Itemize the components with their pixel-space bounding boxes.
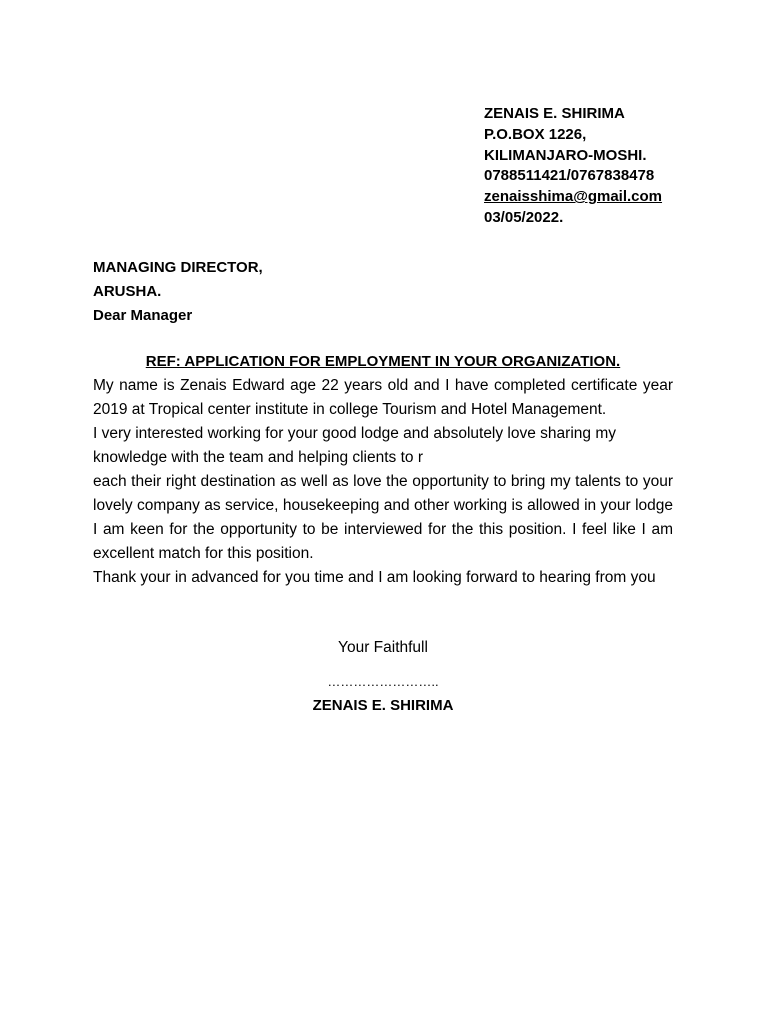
signature-line: …………………….. <box>327 674 439 689</box>
body-paragraph-talents: each their right destination as well as love the opportunity to bring my talents to your lovely company as service, housekeeping and other working is allowed in your lodge I am keen for the opportunity to be interviewed for the this position. I feel like I am excellent match for this position. <box>93 473 673 562</box>
sender-address-block <box>484 104 662 229</box>
valediction: Your Faithfull <box>338 639 428 656</box>
body-paragraph-interest-line2: knowledge with the team and helping clients to r <box>93 449 424 466</box>
sender-name: ZENAIS E. SHIRIMA <box>484 105 625 122</box>
sender-location: KILIMANJARO-MOSHI. <box>484 146 647 164</box>
recipient-city: ARUSHA. <box>93 282 162 300</box>
body-paragraph-thanks: Thank your in advanced for you time and I am looking forward to hearing from you <box>93 569 656 586</box>
signer-name: ZENAIS E. SHIRIMA <box>312 697 454 714</box>
letter-date: 03/05/2022. <box>484 208 564 226</box>
salutation: Dear Manager <box>93 306 193 324</box>
body-paragraph-interest-line1: I very interested working for your good lodge and absolutely love sharing my <box>93 425 616 442</box>
sender-email-link[interactable]: zenaisshima@gmail.com <box>484 188 663 206</box>
sender-po-box: P.O.BOX 1226, <box>484 125 587 143</box>
letter-body <box>93 374 673 590</box>
recipient-title: MANAGING DIRECTOR, <box>93 259 263 276</box>
sender-phone: 0788511421/0767838478 <box>484 167 655 185</box>
body-paragraph-intro: My name is Zenais Edward age 22 years old and I have completed certificate year 2019 at Tropical center institute in college Tourism and Hotel Management. <box>93 377 673 418</box>
recipient-block <box>93 256 263 327</box>
subject-line: REF: APPLICATION FOR EMPLOYMENT IN YOUR ORGANIZATION. <box>145 353 621 370</box>
